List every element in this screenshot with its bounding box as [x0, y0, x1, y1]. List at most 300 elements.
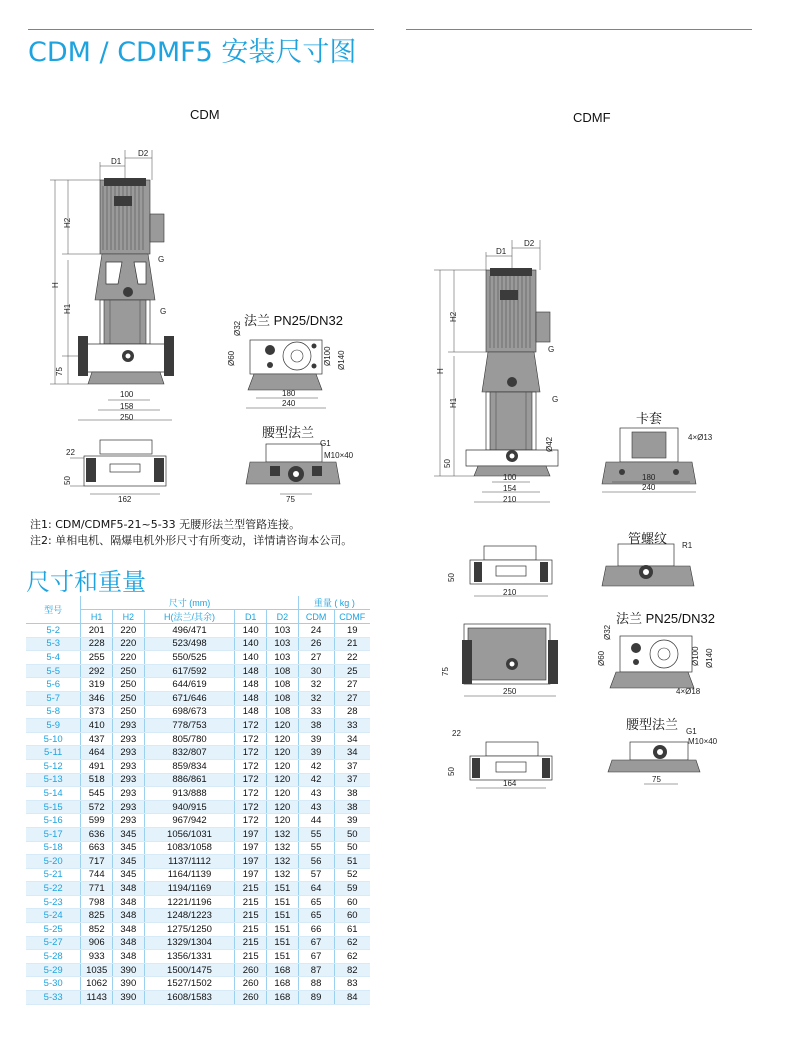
table-cell: 5-28: [26, 950, 81, 964]
table-cell: 5-3: [26, 637, 81, 651]
cdmf-dim-210: 210: [503, 495, 517, 504]
table-cell: 50: [334, 841, 370, 855]
cdmf-flange-pn-label: 法兰 PN25/DN32: [616, 611, 715, 626]
table-cell: 83: [334, 977, 370, 991]
cdmf-dim-d42: Ø42: [545, 436, 554, 452]
table-cell: 293: [113, 732, 145, 746]
table-cell: 62: [334, 936, 370, 950]
table-cell: 42: [298, 773, 334, 787]
table-cell: 805/780: [144, 732, 235, 746]
dim-d32: Ø32: [233, 320, 242, 336]
table-cell: 52: [334, 868, 370, 882]
cdmf-dim-50: 50: [443, 459, 452, 468]
table-cell: 132: [267, 855, 299, 869]
table-cell: 60: [334, 895, 370, 909]
table-cell: 5-13: [26, 773, 81, 787]
table-cell: 572: [81, 800, 113, 814]
table-cell: 771: [81, 882, 113, 896]
flange-pn-label: 法兰 PN25/DN32: [244, 313, 343, 328]
dim-d60: Ø60: [227, 350, 236, 366]
table-cell: 5-14: [26, 787, 81, 801]
cdmf-waist-flange-label: 腰型法兰: [626, 717, 679, 732]
table-cell: 933: [81, 950, 113, 964]
dim-100: 100: [120, 390, 134, 399]
table-cell: 43: [298, 787, 334, 801]
table-cell: 663: [81, 841, 113, 855]
dim-75: 75: [55, 367, 64, 376]
table-cell: 103: [267, 651, 299, 665]
table-cell: 518: [81, 773, 113, 787]
table-cell: 348: [113, 936, 145, 950]
flange-dim-250: 250: [503, 687, 517, 696]
table-row: [26, 977, 370, 991]
table-cell: 825: [81, 909, 113, 923]
table-row: [26, 787, 370, 801]
table-cell: 5-17: [26, 827, 81, 841]
table-cell: 5-6: [26, 678, 81, 692]
dim-d100: Ø100: [323, 346, 332, 366]
table-cell: 293: [113, 759, 145, 773]
table-cell: 636: [81, 827, 113, 841]
table-cell: 151: [267, 950, 299, 964]
cdmf-dim-g-lower: G: [552, 395, 559, 404]
table-cell: 496/471: [144, 624, 235, 638]
cdmf-label: CDMF: [573, 110, 611, 125]
table-cell: 744: [81, 868, 113, 882]
table-cell: 5-11: [26, 746, 81, 760]
table-cell: 523/498: [144, 637, 235, 651]
table-cell: 120: [267, 732, 299, 746]
cdmf-dim-100: 100: [503, 473, 517, 482]
table-cell: 21: [334, 637, 370, 651]
cdmf-dim-d32: Ø32: [603, 624, 612, 640]
table-cell: 172: [235, 773, 267, 787]
table-cell: 293: [113, 800, 145, 814]
table-cell: 172: [235, 719, 267, 733]
table-cell: 798: [81, 895, 113, 909]
cdmf-dim-d60: Ø60: [597, 650, 606, 666]
table-row: [26, 895, 370, 909]
table-cell: 62: [334, 950, 370, 964]
table-row: [26, 705, 370, 719]
note-2: 注2: 单相电机、隔爆电机外形尺寸有所变动，详情请咨询本公司。: [30, 534, 353, 547]
table-cell: 108: [267, 678, 299, 692]
table-cell: 37: [334, 759, 370, 773]
table-cell: 151: [267, 923, 299, 937]
table-cell: 5-27: [26, 936, 81, 950]
dim-158: 158: [120, 402, 134, 411]
spec-table-body: [26, 624, 370, 1005]
table-cell: 220: [113, 637, 145, 651]
waist-dim-164: 164: [503, 779, 517, 788]
table-row: [26, 923, 370, 937]
table-cell: 215: [235, 950, 267, 964]
dim-250: 250: [120, 413, 134, 422]
table-cell: 5-8: [26, 705, 81, 719]
cdmf-dim-154: 154: [503, 484, 517, 493]
table-cell: 215: [235, 882, 267, 896]
table-cell: 172: [235, 787, 267, 801]
table-cell: 39: [334, 814, 370, 828]
table-cell: 26: [298, 637, 334, 651]
table-cell: 168: [267, 977, 299, 991]
table-cell: 832/807: [144, 746, 235, 760]
table-cell: 345: [113, 841, 145, 855]
dim-g-lower: G: [160, 307, 167, 316]
table-cell: 1275/1250: [144, 923, 235, 937]
table-cell: 1221/1196: [144, 895, 235, 909]
table-cell: 5-15: [26, 800, 81, 814]
table-cell: 345: [113, 868, 145, 882]
table-cell: 390: [113, 963, 145, 977]
table-cell: 38: [334, 800, 370, 814]
table-cell: 5-29: [26, 963, 81, 977]
table-cell: 168: [267, 963, 299, 977]
table-cell: 88: [298, 977, 334, 991]
table-cell: 172: [235, 800, 267, 814]
table-cell: 56: [298, 855, 334, 869]
table-cell: 260: [235, 991, 267, 1005]
table-cell: 103: [267, 637, 299, 651]
table-cell: 120: [267, 787, 299, 801]
table-cell: 292: [81, 664, 113, 678]
table-cell: 410: [81, 719, 113, 733]
table-cell: 151: [267, 909, 299, 923]
table-cell: 172: [235, 732, 267, 746]
cdmf-dim-g1: G1: [686, 727, 697, 736]
th-h2: H2: [113, 610, 145, 624]
table-cell: 215: [235, 923, 267, 937]
waist-flange-label: 腰型法兰: [262, 425, 315, 440]
table-cell: 390: [113, 977, 145, 991]
table-cell: 197: [235, 827, 267, 841]
dim-50: 50: [63, 476, 72, 485]
dim-d2: D2: [138, 149, 149, 158]
table-cell: 5-20: [26, 855, 81, 869]
table-cell: 120: [267, 773, 299, 787]
dim-22: 22: [66, 448, 75, 457]
table-cell: 66: [298, 923, 334, 937]
table-cell: 698/673: [144, 705, 235, 719]
table-cell: 30: [298, 664, 334, 678]
table-cell: 1164/1139: [144, 868, 235, 882]
table-cell: 671/646: [144, 691, 235, 705]
table-cell: 5-33: [26, 991, 81, 1005]
clamp-dim-180: 180: [642, 473, 656, 482]
clamp-label: 卡套: [636, 411, 663, 426]
table-cell: 172: [235, 746, 267, 760]
table-cell: 1248/1223: [144, 909, 235, 923]
table-cell: 132: [267, 841, 299, 855]
table-cell: 215: [235, 909, 267, 923]
table-cell: 348: [113, 895, 145, 909]
table-cell: 151: [267, 936, 299, 950]
table-cell: 33: [334, 719, 370, 733]
cdmf-waist-dim-75: 75: [652, 775, 661, 784]
th-cdm: CDM: [298, 610, 334, 624]
table-cell: 260: [235, 977, 267, 991]
table-cell: 5-25: [26, 923, 81, 937]
section-title: 尺寸和重量: [26, 568, 146, 596]
table-cell: 293: [113, 746, 145, 760]
table-cell: 293: [113, 773, 145, 787]
table-cell: 5-9: [26, 719, 81, 733]
table-cell: 717: [81, 855, 113, 869]
table-cell: 346: [81, 691, 113, 705]
dim-75-waist: 75: [286, 495, 295, 504]
table-cell: 967/942: [144, 814, 235, 828]
table-row: [26, 678, 370, 692]
table-row: [26, 950, 370, 964]
table-cell: 5-24: [26, 909, 81, 923]
table-cell: 148: [235, 705, 267, 719]
table-cell: 38: [334, 787, 370, 801]
table-cell: 5-30: [26, 977, 81, 991]
table-cell: 44: [298, 814, 334, 828]
table-cell: 293: [113, 787, 145, 801]
table-cell: 550/525: [144, 651, 235, 665]
table-cell: 67: [298, 950, 334, 964]
table-row: [26, 637, 370, 651]
table-cell: 33: [298, 705, 334, 719]
table-row: [26, 827, 370, 841]
table-row: [26, 759, 370, 773]
cdmf-dim-g-upper: G: [548, 345, 555, 354]
table-cell: 250: [113, 705, 145, 719]
table-cell: 27: [334, 691, 370, 705]
table-cell: 120: [267, 746, 299, 760]
table-cell: 5-5: [26, 664, 81, 678]
table-cell: 220: [113, 651, 145, 665]
dim-h: H: [51, 282, 60, 288]
table-cell: 5-23: [26, 895, 81, 909]
table-cell: 120: [267, 814, 299, 828]
table-cell: 50: [334, 827, 370, 841]
table-cell: 19: [334, 624, 370, 638]
table-cell: 32: [298, 678, 334, 692]
table-cell: 906: [81, 936, 113, 950]
table-cell: 1143: [81, 991, 113, 1005]
table-row: [26, 746, 370, 760]
table-row: [26, 773, 370, 787]
dim-r1: R1: [682, 541, 693, 550]
dim-162: 162: [118, 495, 132, 504]
table-cell: 25: [334, 664, 370, 678]
table-cell: 373: [81, 705, 113, 719]
plan-dim-210: 210: [503, 588, 517, 597]
table-cell: 215: [235, 895, 267, 909]
th-weight: 重量 ( kg ): [298, 596, 370, 610]
cdm-label: CDM: [190, 107, 220, 122]
table-row: [26, 963, 370, 977]
table-cell: 151: [267, 882, 299, 896]
table-cell: 84: [334, 991, 370, 1005]
table-cell: 5-4: [26, 651, 81, 665]
table-cell: 293: [113, 814, 145, 828]
table-cell: 5-16: [26, 814, 81, 828]
table-cell: 491: [81, 759, 113, 773]
dim-m10: M10×40: [324, 451, 354, 460]
table-cell: 65: [298, 895, 334, 909]
table-cell: 5-22: [26, 882, 81, 896]
table-row: [26, 624, 370, 638]
table-cell: 34: [334, 746, 370, 760]
table-cell: 220: [113, 624, 145, 638]
th-h1: H1: [81, 610, 113, 624]
table-cell: 250: [113, 678, 145, 692]
table-cell: 345: [113, 827, 145, 841]
table-cell: 65: [298, 909, 334, 923]
table-cell: 172: [235, 814, 267, 828]
table-cell: 1608/1583: [144, 991, 235, 1005]
table-cell: 1329/1304: [144, 936, 235, 950]
table-cell: 168: [267, 991, 299, 1005]
table-cell: 1035: [81, 963, 113, 977]
table-cell: 228: [81, 637, 113, 651]
table-cell: 51: [334, 855, 370, 869]
cdmf-dim-d140: Ø140: [705, 648, 714, 668]
table-cell: 140: [235, 651, 267, 665]
table-cell: 5-7: [26, 691, 81, 705]
table-cell: 43: [298, 800, 334, 814]
table-cell: 108: [267, 664, 299, 678]
cdmf-dim-h: H: [436, 368, 445, 374]
table-cell: 1137/1112: [144, 855, 235, 869]
table-cell: 197: [235, 841, 267, 855]
th-d1: D1: [235, 610, 267, 624]
table-cell: 1062: [81, 977, 113, 991]
table-cell: 108: [267, 705, 299, 719]
table-cell: 390: [113, 991, 145, 1005]
dim-d140: Ø140: [337, 350, 346, 370]
table-cell: 37: [334, 773, 370, 787]
table-row: [26, 936, 370, 950]
table-cell: 22: [334, 651, 370, 665]
table-cell: 59: [334, 882, 370, 896]
th-d2: D2: [267, 610, 299, 624]
table-cell: 644/619: [144, 678, 235, 692]
table-cell: 464: [81, 746, 113, 760]
note-1: 注1: CDM/CDMF5-21~5-33 无腰形法兰型管路连接。: [30, 518, 301, 531]
table-row: [26, 909, 370, 923]
table-cell: 67: [298, 936, 334, 950]
table-cell: 32: [298, 691, 334, 705]
table-cell: 120: [267, 800, 299, 814]
table-cell: 260: [235, 963, 267, 977]
dim-g-upper: G: [158, 255, 165, 264]
th-cdmf: CDMF: [334, 610, 370, 624]
waist-dim-22: 22: [452, 729, 461, 738]
cdmf-dim-h2: H2: [449, 311, 458, 322]
cdmf-dim-d2: D2: [524, 239, 535, 248]
table-cell: 293: [113, 719, 145, 733]
table-cell: 250: [113, 664, 145, 678]
table-cell: 1500/1475: [144, 963, 235, 977]
table-cell: 1527/1502: [144, 977, 235, 991]
waist-dim-50: 50: [447, 767, 456, 776]
table-cell: 34: [334, 732, 370, 746]
table-row: [26, 691, 370, 705]
table-row: [26, 719, 370, 733]
table-row: [26, 841, 370, 855]
table-cell: 132: [267, 827, 299, 841]
table-cell: 132: [267, 868, 299, 882]
table-row: [26, 800, 370, 814]
table-cell: 60: [334, 909, 370, 923]
table-cell: 148: [235, 678, 267, 692]
table-cell: 5-18: [26, 841, 81, 855]
table-cell: 103: [267, 624, 299, 638]
table-row: [26, 664, 370, 678]
table-cell: 5-2: [26, 624, 81, 638]
table-cell: 39: [298, 746, 334, 760]
plan-dim-50: 50: [447, 573, 456, 582]
table-cell: 120: [267, 759, 299, 773]
dim-240: 240: [282, 399, 296, 408]
table-cell: 1083/1058: [144, 841, 235, 855]
table-cell: 348: [113, 950, 145, 964]
table-cell: 57: [298, 868, 334, 882]
table-cell: 61: [334, 923, 370, 937]
table-cell: 39: [298, 732, 334, 746]
table-cell: 1194/1169: [144, 882, 235, 896]
table-row: [26, 732, 370, 746]
table-cell: 215: [235, 936, 267, 950]
table-cell: 1356/1331: [144, 950, 235, 964]
table-cell: 599: [81, 814, 113, 828]
pipe-thread-label: 管螺纹: [628, 531, 668, 546]
table-row: [26, 855, 370, 869]
flange-dim-75: 75: [441, 667, 450, 676]
table-cell: 89: [298, 991, 334, 1005]
table-row: [26, 991, 370, 1005]
table-cell: 319: [81, 678, 113, 692]
table-cell: 64: [298, 882, 334, 896]
dim-h1: H1: [63, 303, 72, 314]
th-model: 型号: [26, 596, 81, 624]
dim-4x13: 4×Ø13: [688, 433, 713, 442]
table-cell: 148: [235, 664, 267, 678]
table-row: [26, 814, 370, 828]
table-cell: 197: [235, 868, 267, 882]
table-cell: 778/753: [144, 719, 235, 733]
table-cell: 27: [298, 651, 334, 665]
dim-g1: G1: [320, 439, 331, 448]
cdmf-dim-h1: H1: [449, 397, 458, 408]
dim-4x18: 4×Ø18: [676, 687, 701, 696]
table-cell: 148: [235, 691, 267, 705]
table-cell: 140: [235, 624, 267, 638]
table-cell: 55: [298, 827, 334, 841]
cdmf-dim-m10: M10×40: [688, 737, 718, 746]
table-row: [26, 651, 370, 665]
table-row: [26, 868, 370, 882]
dim-180: 180: [282, 389, 296, 398]
table-cell: 87: [298, 963, 334, 977]
cdmf-dim-d1: D1: [496, 247, 507, 256]
clamp-dim-240: 240: [642, 483, 656, 492]
table-cell: 108: [267, 691, 299, 705]
table-cell: 82: [334, 963, 370, 977]
table-cell: 5-10: [26, 732, 81, 746]
table-cell: 201: [81, 624, 113, 638]
spec-table: [26, 596, 370, 1005]
th-h: H(法兰/其余): [144, 610, 235, 624]
table-cell: 437: [81, 732, 113, 746]
table-cell: 545: [81, 787, 113, 801]
table-cell: 255: [81, 651, 113, 665]
table-cell: 617/592: [144, 664, 235, 678]
